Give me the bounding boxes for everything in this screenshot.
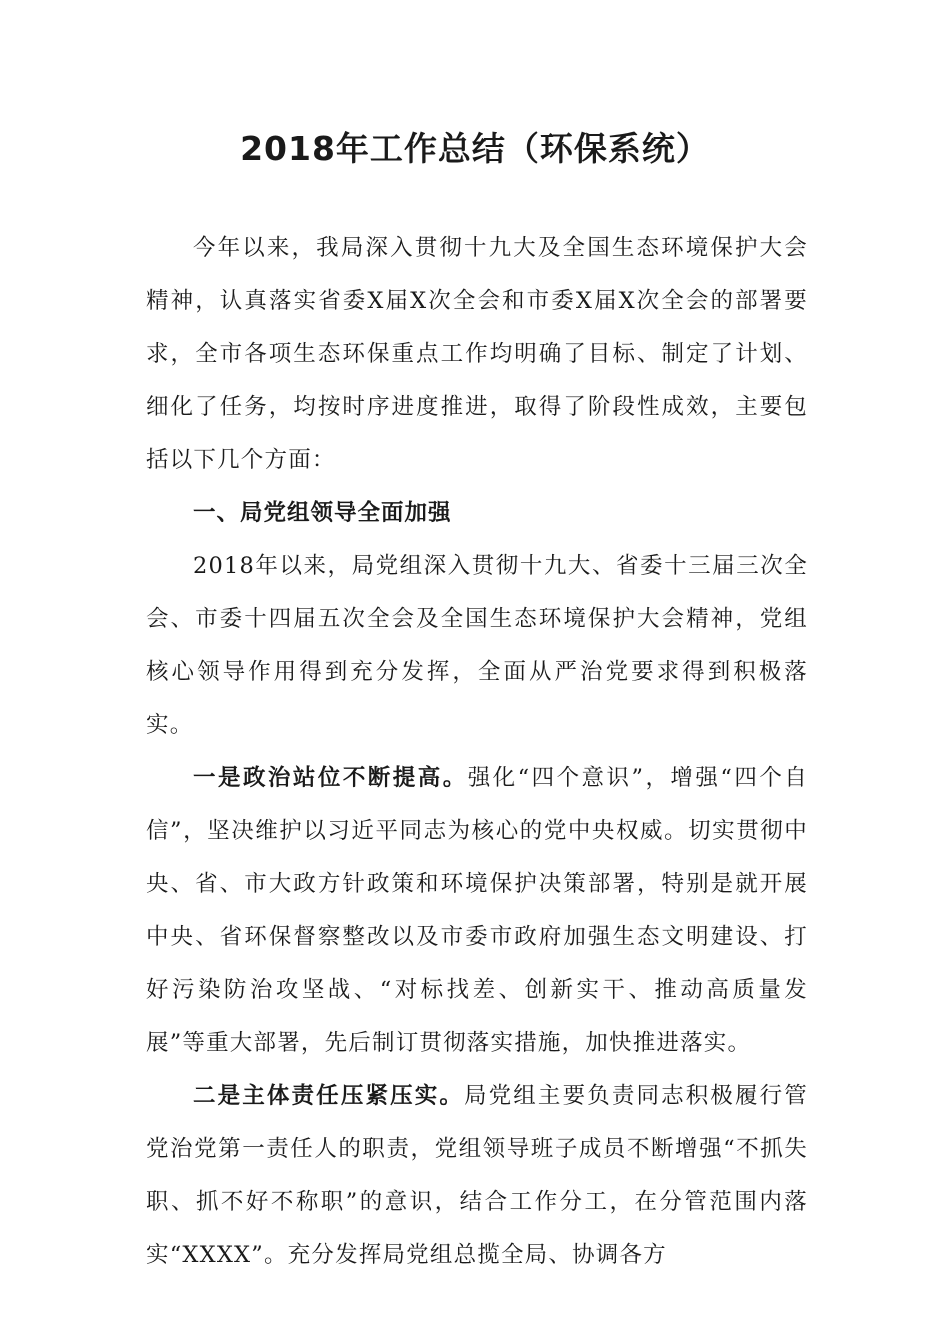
document-body [146,222,808,1282]
section-heading: 一、局党组领导全面加强 [193,500,452,526]
section-summary-paragraph: 2018年以来，局党组深入贯彻十九大、省委十三届三次全会、市委十四届五次全会及全国生态环境保护大会精神，党组核心领导作用得到充分发挥，全面从严治党要求得到积极落实。 [146,553,808,738]
point-one-paragraph [146,752,808,1070]
point-two-lead: 二是主体责任压紧压实。 [193,1083,465,1109]
intro-paragraph: 今年以来，我局深入贯彻十九大及全国生态环境保护大会精神，认真落实省委X届X次全会和市委X届X次全会的部署要求，全市各项生态环保重点工作均明确了目标、制定了计划、细化了任务，均按时序进度推进，取得了阶段性成效，主要包括以下几个方面： [146,235,808,473]
document-title: 2018年工作总结（环保系统） [240,129,710,168]
point-one-text: 强化“四个意识”，增强“四个自信”，坚决维护以习近平同志为核心的党中央权威。切实贯彻中央、省、市大政方针政策和环境保护决策部署，特别是就开展中央、省环保督察整改以及市委市政府加强生态文明建设、打好污染防治攻坚战、“对标找差、创新实干、推动高质量发展”等重大部署，先后制订贯彻落实措施，加快推进落实。 [146,765,808,1056]
point-one-lead: 一是政治站位不断提高。 [193,765,468,791]
point-two-text: 局党组主要负责同志积极履行管党治党第一责任人的职责，党组领导班子成员不断增强“不抓失职、抓不好不称职”的意识，结合工作分工，在分管范围内落实“XXXX”。充分发挥局党组总揽全局、协调各方 [146,1083,808,1268]
point-two-paragraph [146,1070,808,1282]
